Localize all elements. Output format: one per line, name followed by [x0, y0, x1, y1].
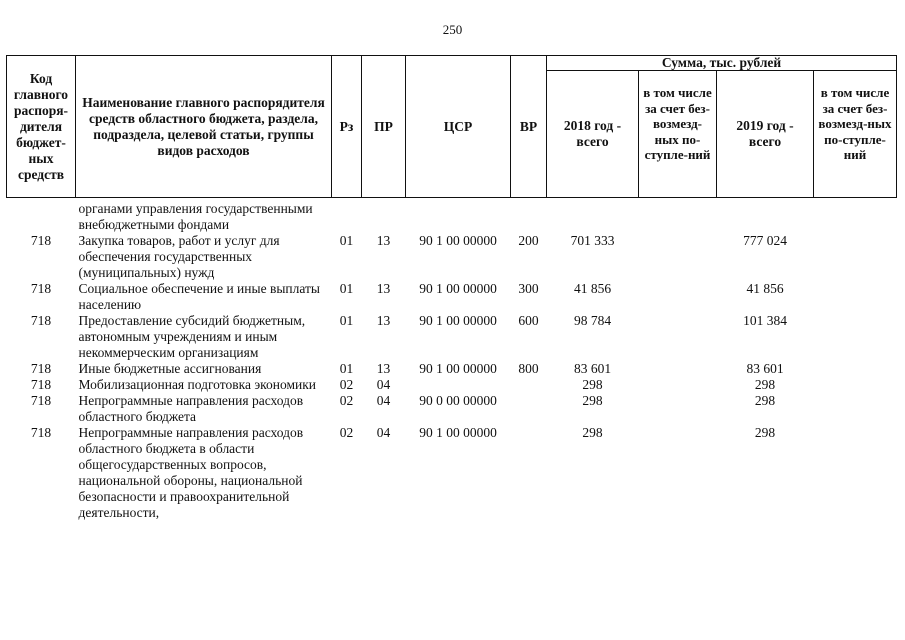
cell-2018-total: 298 — [582, 377, 603, 392]
table-row — [7, 198, 897, 234]
cell-csr: 90 1 00 00000 — [419, 425, 497, 440]
cell-csr: 90 1 00 00000 — [419, 233, 497, 248]
cell-pr: 13 — [376, 233, 391, 248]
cell-2019-total: 777 024 — [743, 233, 787, 248]
cell-csr: 90 1 00 00000 — [419, 361, 497, 376]
cell-vr: 300 — [518, 281, 539, 296]
header-2019-gratuitous: в том числе за счет без-возмезд-ных по-ступле-ний — [814, 71, 897, 198]
cell-name: Закупка товаров, работ и услуг для обеспечения государственных (муниципальных) нужд — [78, 233, 280, 280]
cell-2019-total — [717, 198, 814, 234]
cell-2018-gratuitous — [639, 377, 717, 393]
cell-2019-total: 101 384 — [743, 313, 787, 328]
cell-2018-gratuitous — [639, 198, 717, 234]
cell-rz: 01 — [339, 281, 354, 296]
cell-pr: 04 — [376, 393, 391, 408]
header-code: Код главного распоря-дителя бюджет-ных средств — [7, 56, 76, 198]
cell-2018-total: 701 333 — [570, 233, 615, 248]
cell-name: Социальное обеспечение и иные выплаты населению — [78, 281, 320, 312]
cell-vr — [511, 377, 547, 393]
cell-2019-gratuitous — [814, 198, 897, 234]
header-rz: Рз — [332, 56, 362, 198]
cell-2018-total: 98 784 — [573, 313, 612, 328]
cell-2019-gratuitous — [814, 361, 897, 377]
cell-2019-total: 298 — [754, 377, 776, 392]
cell-2018-total — [547, 198, 639, 234]
header-2018-gratuitous: в том числе за счет без-возмезд-ных по-ступле-ний — [639, 71, 717, 198]
header-name: Наименование главного распорядителя средств областного бюджета, раздела, подраздела, целевой статьи, группы видов расходов — [76, 56, 332, 198]
cell-rz: 01 — [339, 313, 354, 328]
cell-vr — [511, 425, 547, 521]
cell-vr: 200 — [518, 233, 539, 248]
cell-pr: 13 — [376, 281, 391, 296]
cell-rz: 02 — [339, 393, 354, 408]
table-row — [7, 361, 897, 377]
header-csr: ЦСР — [406, 56, 511, 198]
cell-name: Мобилизационная подготовка экономики — [78, 377, 317, 392]
cell-vr: 800 — [518, 361, 539, 376]
cell-2018-gratuitous — [639, 393, 717, 425]
cell-2019-total: 83 601 — [746, 361, 784, 376]
cell-2019-gratuitous — [814, 233, 897, 281]
cell-rz: 01 — [339, 233, 354, 248]
cell-pr: 04 — [376, 425, 391, 440]
header-pr: ПР — [362, 56, 406, 198]
cell-code: 718 — [30, 233, 52, 248]
cell-2018-gratuitous — [639, 425, 717, 521]
cell-vr — [511, 198, 547, 234]
cell-csr: 90 1 00 00000 — [419, 313, 497, 328]
cell-code — [7, 198, 76, 234]
cell-csr — [406, 198, 511, 234]
cell-2018-total: 83 601 — [573, 361, 612, 376]
table-row — [7, 233, 897, 281]
cell-2018-total: 298 — [582, 393, 603, 408]
cell-2019-gratuitous — [814, 425, 897, 521]
cell-2019-total: 298 — [754, 393, 776, 408]
cell-name: Непрограммные направления расходов областного бюджета — [78, 393, 304, 424]
cell-2019-total: 41 856 — [746, 281, 784, 296]
cell-name: Предоставление субсидий бюджетным, автономным учреждениям и иным некоммерческим организациям — [78, 313, 306, 360]
cell-vr — [511, 393, 547, 425]
cell-name: Непрограммные направления расходов областного бюджета в области общегосударственных вопросов, национальной обороны, национальной безопасности и правоохранительной деятельности, — [78, 425, 304, 520]
table-row — [7, 425, 897, 521]
cell-2018-gratuitous — [639, 233, 717, 281]
cell-pr — [362, 198, 406, 234]
cell-csr — [406, 377, 511, 393]
cell-2018-total: 298 — [582, 425, 603, 440]
page-number: 250 — [442, 22, 463, 37]
cell-code: 718 — [30, 393, 52, 408]
table-body — [7, 198, 897, 522]
cell-2018-gratuitous — [639, 313, 717, 361]
cell-code: 718 — [30, 281, 52, 296]
cell-2019-gratuitous — [814, 377, 897, 393]
cell-2018-gratuitous — [639, 361, 717, 377]
cell-code: 718 — [30, 361, 52, 376]
cell-2019-gratuitous — [814, 281, 897, 313]
cell-name: органами управления государственными внебюджетными фондами — [78, 201, 313, 232]
header-2018-total: 2018 год - всего — [547, 71, 639, 198]
budget-table — [6, 55, 897, 521]
cell-pr: 13 — [376, 361, 391, 376]
cell-rz: 01 — [339, 361, 354, 376]
cell-rz: 02 — [339, 377, 354, 392]
cell-2019-total: 298 — [754, 425, 776, 440]
table-row — [7, 393, 897, 425]
cell-name: Иные бюджетные ассигнования — [78, 361, 262, 376]
cell-2018-total: 41 856 — [573, 281, 612, 296]
cell-code: 718 — [30, 377, 52, 392]
cell-rz — [332, 198, 362, 234]
cell-code: 718 — [30, 313, 52, 328]
cell-pr: 04 — [376, 377, 391, 392]
cell-2019-gratuitous — [814, 313, 897, 361]
table-row — [7, 281, 897, 313]
cell-vr: 600 — [518, 313, 539, 328]
cell-2018-gratuitous — [639, 281, 717, 313]
cell-csr: 90 1 00 00000 — [419, 281, 497, 296]
header-vr: ВР — [511, 56, 547, 198]
cell-code: 718 — [30, 425, 52, 440]
cell-2019-gratuitous — [814, 393, 897, 425]
cell-csr: 90 0 00 00000 — [419, 393, 497, 408]
header-sum-title: Сумма, тыс. рублей — [547, 56, 897, 71]
cell-rz: 02 — [339, 425, 354, 440]
table-row — [7, 377, 897, 393]
cell-pr: 13 — [376, 313, 391, 328]
table-header — [7, 56, 897, 198]
table-row — [7, 313, 897, 361]
header-2019-total: 2019 год - всего — [717, 71, 814, 198]
